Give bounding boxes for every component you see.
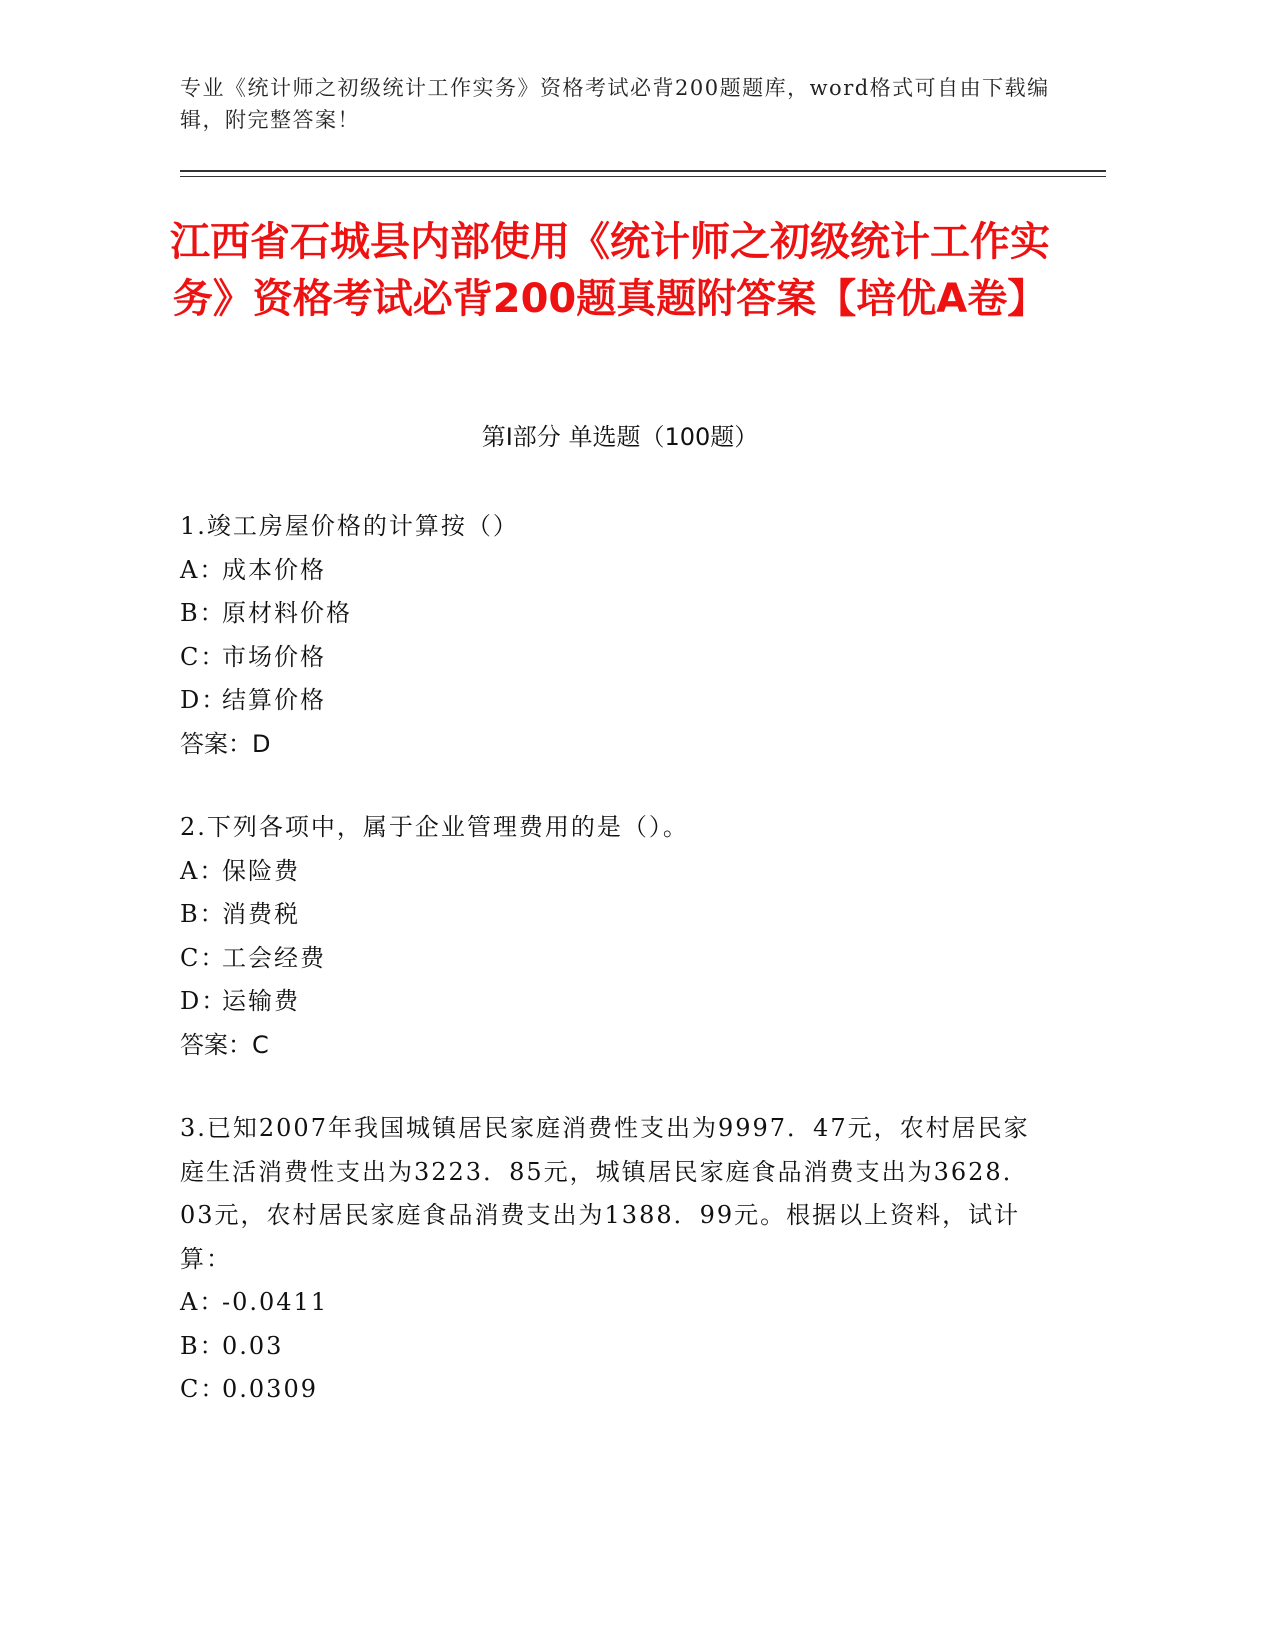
option-b — [180, 592, 1050, 636]
option-key: C： — [180, 1375, 227, 1403]
option-text: 0.03 — [222, 1331, 284, 1360]
option-key: D： — [180, 686, 228, 714]
option-d — [180, 679, 1050, 723]
option-text: 保险费 — [222, 856, 300, 885]
option-text: 运输费 — [222, 987, 300, 1015]
option-key: B： — [180, 1331, 226, 1360]
question-stem: 3.已知2007年我国城镇居民家庭消费性支出为9997．47元，农村居民家庭生活消费性支出为3223．85元，城镇居民家庭食品消费支出为3628．03元，农村居民家庭食品消费支出为1388．99元。根据以上资料，试计算： — [180, 1114, 1030, 1273]
option-text: 市场价格 — [222, 642, 326, 671]
document-title: 江西省石城县内部使用《统计师之初级统计工作实务》资格考试必背200题真题附答案【培优A卷】 — [170, 219, 1050, 322]
question-2 — [180, 806, 1050, 1067]
header-divider-thick — [180, 170, 1106, 172]
option-key: A： — [180, 856, 226, 885]
option-text: 结算价格 — [222, 686, 326, 714]
option-b — [180, 1325, 1050, 1369]
option-key: D： — [180, 987, 228, 1015]
option-text: 工会经费 — [222, 943, 326, 972]
header-divider-thin — [180, 176, 1106, 177]
option-key: C： — [180, 642, 227, 671]
option-a — [180, 1281, 1050, 1325]
option-b — [180, 893, 1050, 937]
question-stem: 2.下列各项中，属于企业管理费用的是（）。 — [180, 813, 689, 841]
option-c — [180, 1368, 1050, 1412]
option-a — [180, 549, 1050, 593]
option-text: 原材料价格 — [222, 599, 352, 627]
option-text: 消费税 — [222, 900, 300, 928]
option-key: C： — [180, 943, 227, 972]
question-1 — [180, 505, 1050, 766]
question-list — [180, 505, 1050, 1452]
option-a — [180, 850, 1050, 894]
option-text: 成本价格 — [222, 555, 326, 584]
option-text: 0.0309 — [222, 1375, 318, 1403]
answer: 答案：C — [180, 1030, 269, 1059]
option-key: A： — [180, 555, 226, 584]
option-key: B： — [180, 900, 226, 928]
option-text: -0.0411 — [222, 1288, 329, 1316]
answer: 答案：D — [180, 729, 271, 758]
question-3 — [180, 1107, 1050, 1412]
option-key: B： — [180, 599, 226, 627]
header-note: 专业《统计师之初级统计工作实务》资格考试必背200题题库，word格式可自由下载编辑，附完整答案！ — [180, 76, 1050, 132]
option-d — [180, 980, 1050, 1024]
option-c — [180, 937, 1050, 981]
option-c — [180, 636, 1050, 680]
question-stem: 1.竣工房屋价格的计算按（） — [180, 512, 519, 540]
option-key: A： — [180, 1288, 226, 1316]
section-title: 第Ⅰ部分 单选题（100题） — [481, 423, 759, 451]
